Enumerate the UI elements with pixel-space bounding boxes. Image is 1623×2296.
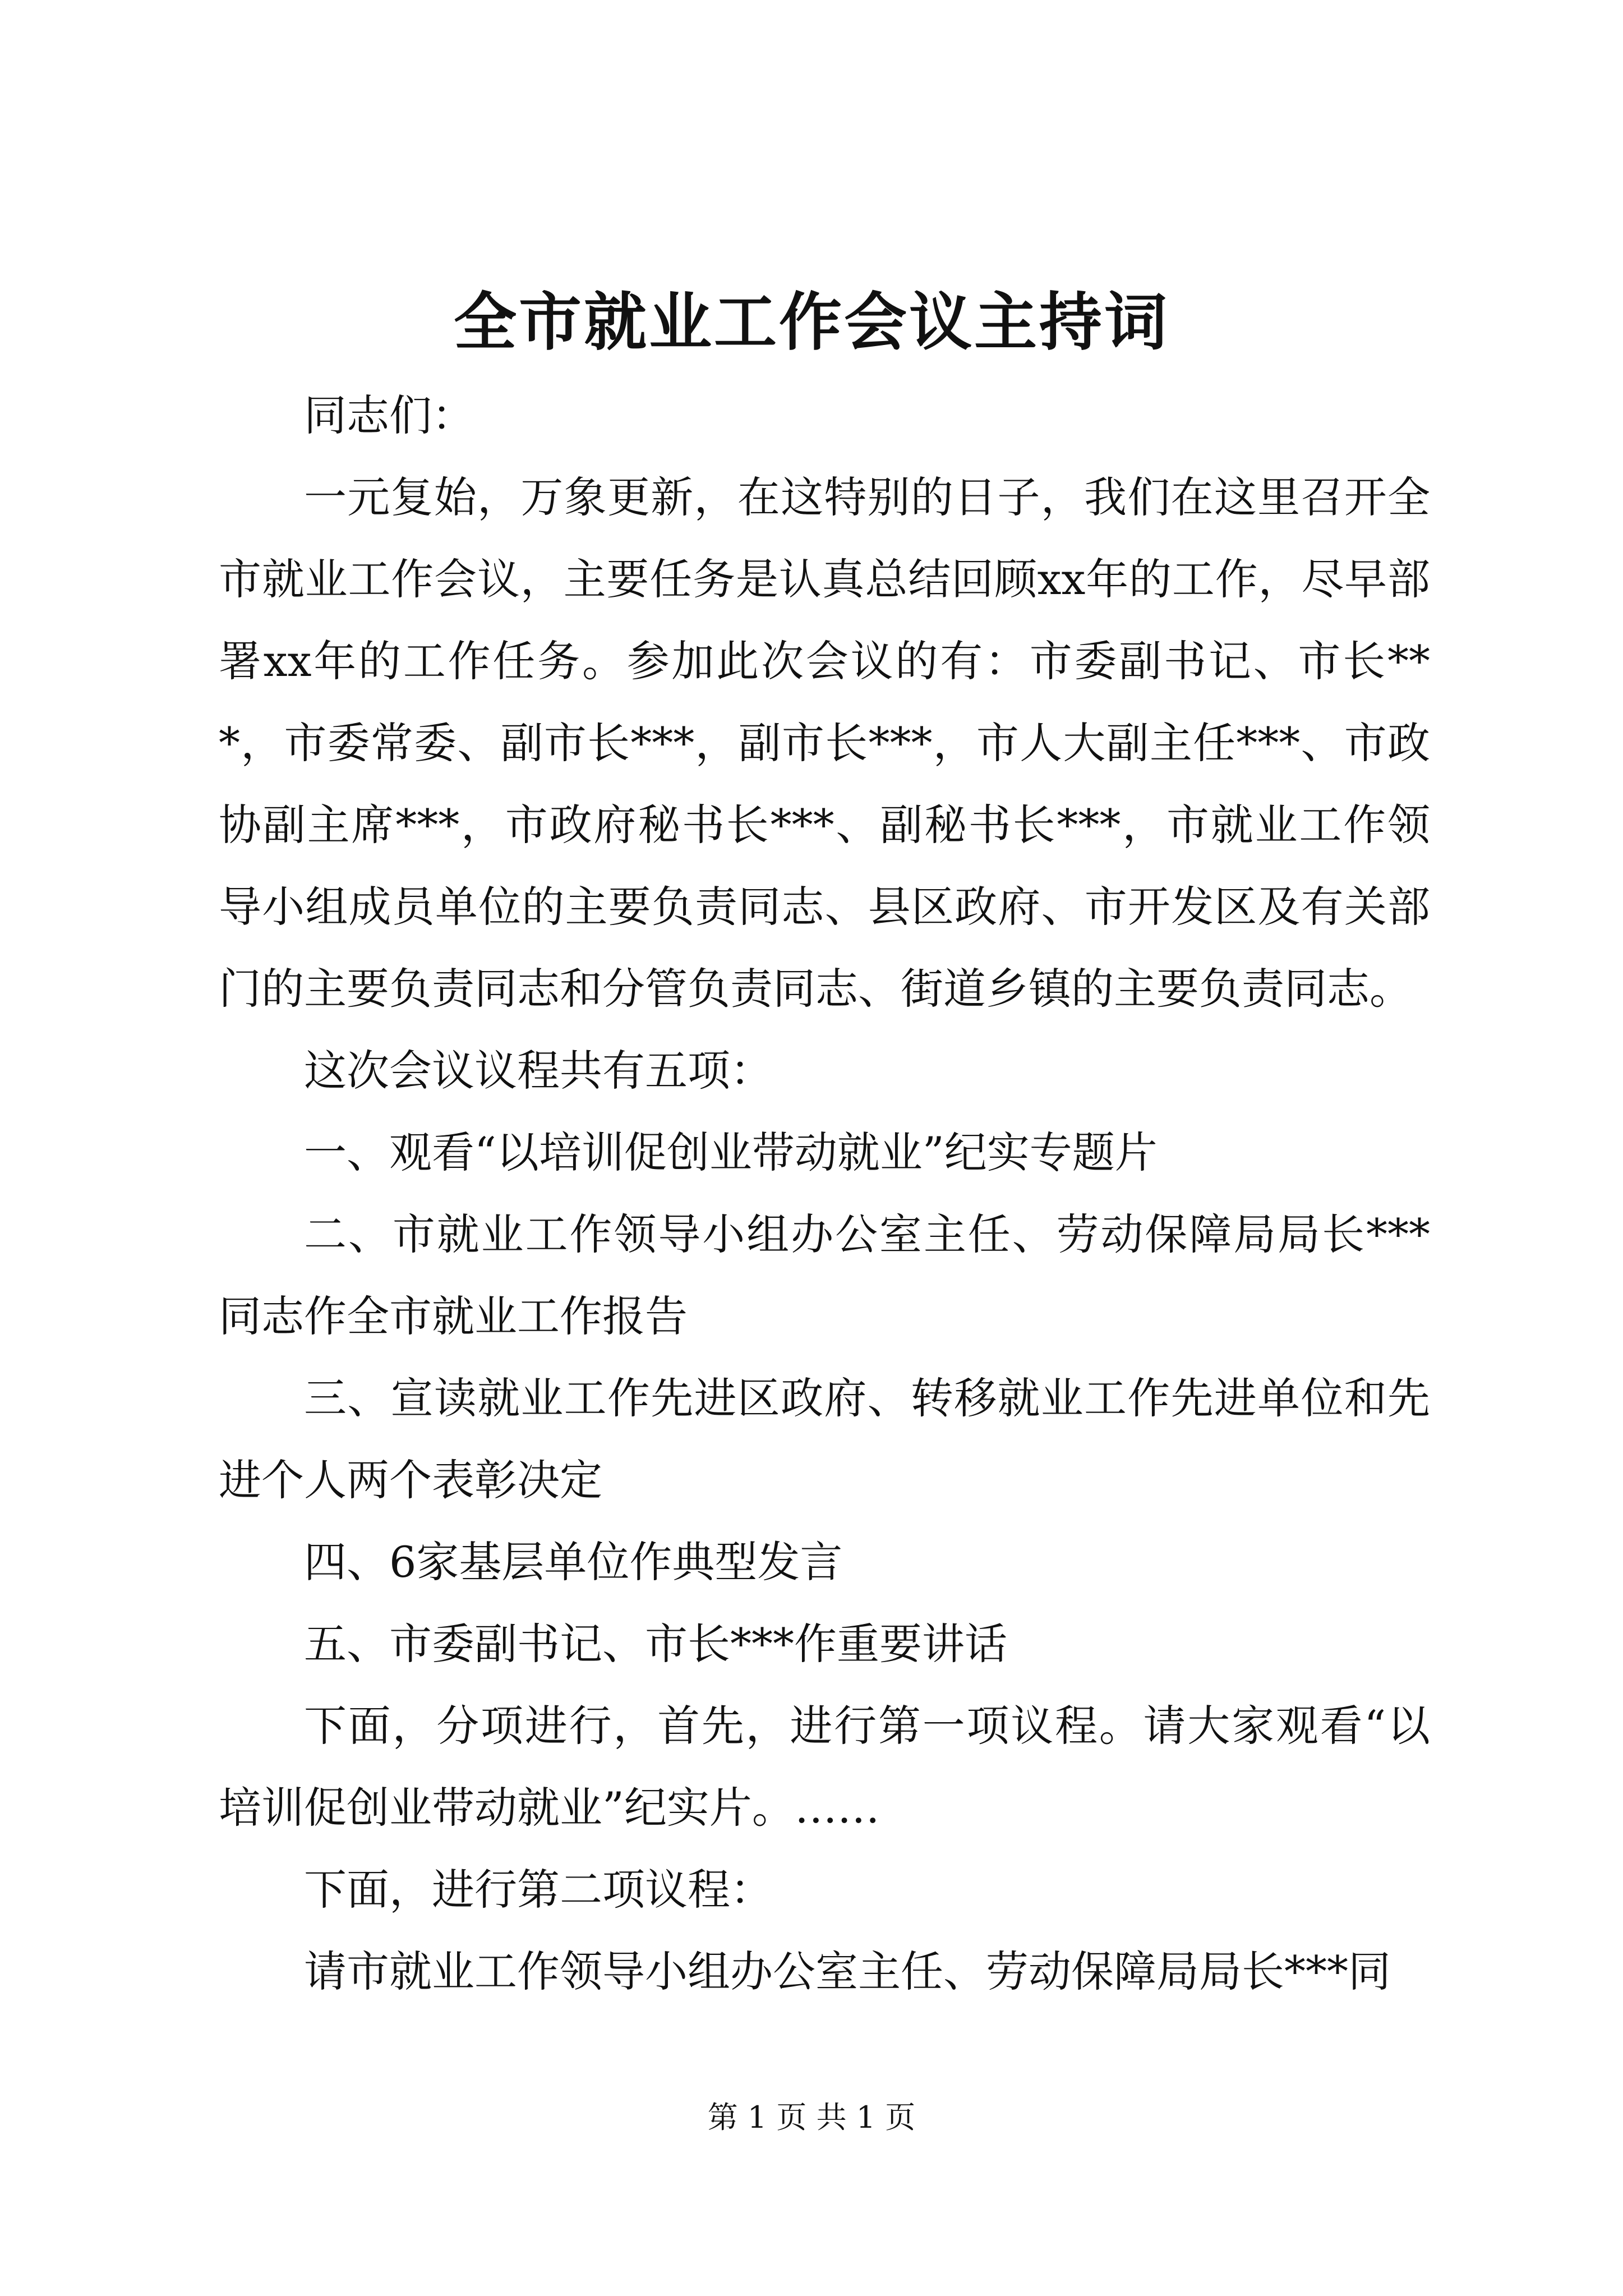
agenda-item-3: 三、宣读就业工作先进区政府、转移就业工作先进单位和先进个人两个表彰决定 [219, 1373, 1430, 1505]
page-title: 全市就业工作会议主持词 [454, 286, 1169, 359]
agenda-item-5: 五、市委副书记、市长***作重要讲话 [304, 1619, 1007, 1669]
paragraph-invite-speaker: 请市就业工作领导小组办公室主任、劳动保障局局长***同 [304, 1947, 1391, 1996]
paragraph-second-item: 下面，进行第二项议程： [304, 1865, 773, 1915]
agenda-item-4: 四、6家基层单位作典型发言 [304, 1537, 843, 1587]
paragraph-opening: 一元复始，万象更新，在这特别的日子，我们在这里召开全市就业工作会议，主要任务是认真总结回顾xx年的工作，尽早部署xx年的工作任务。参加此次会议的有：市委副书记、市长***，市委常委、副市长***，副市长***，市人大副主任***、市政协副主席***，市政府秘书长***、副秘书长***，市就业工作领导小组成员单位的主要负责同志、县区政府、市开发区及有关部门的主要负责同志和分管负责同志、街道乡镇的主要负责同志。 [219, 472, 1430, 1014]
paragraph-greeting: 同志们： [304, 390, 474, 440]
agenda-item-1: 一、观看“以培训促创业带动就业”纪实专题片 [304, 1128, 1158, 1177]
document-body [219, 375, 1430, 2013]
paragraph-agenda-intro: 这次会议议程共有五项： [304, 1046, 773, 1096]
page-footer: 第 1 页 共 1 页 [707, 2100, 916, 2135]
agenda-item-2: 二、市就业工作领导小组办公室主任、劳动保障局局长***同志作全市就业工作报告 [219, 1209, 1430, 1341]
paragraph-first-item: 下面，分项进行，首先，进行第一项议程。请大家观看“以培训促创业带动就业”纪实片。…… [219, 1701, 1430, 1833]
